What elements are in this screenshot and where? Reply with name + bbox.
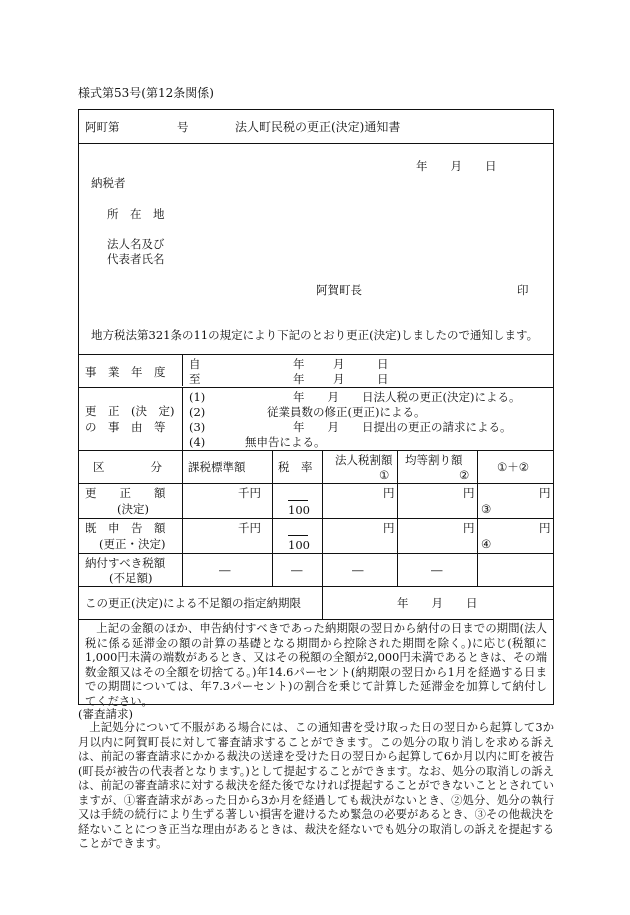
corrected-amount-label: 更 正 額 <box>85 486 166 500</box>
reason-1-text: 年 月 日法人税の更正(決定)による。 <box>293 390 521 404</box>
reason-4-text: 無申告による。 <box>245 435 326 449</box>
deadline-date: 年 月 日 <box>397 596 478 610</box>
equal-levy-marker: ② <box>459 468 470 482</box>
fiscal-year-from: 自 <box>189 357 201 371</box>
reason-3-text: 年 月 日提出の更正の請求による。 <box>293 420 512 434</box>
mayor-name: 阿賀町長 <box>316 283 362 297</box>
reason-label-1: 更 正 (決 定) <box>85 404 175 418</box>
form-number-label: 様式第53号(第12条関係) <box>78 86 214 100</box>
from-year: 年 <box>293 357 305 371</box>
rate-denominator: 100 <box>288 503 310 517</box>
taxpayer-label: 納税者 <box>91 176 126 190</box>
divider <box>79 143 553 144</box>
divider <box>79 586 553 587</box>
marker-4: ④ <box>481 537 492 551</box>
divider <box>322 586 323 619</box>
filed-corp-tax-unit: 円 <box>383 521 395 535</box>
category-header: 区 分 <box>93 460 162 474</box>
reason-1-num: (1) <box>189 390 206 404</box>
from-month: 月 <box>333 357 345 371</box>
tax-base-header: 課税標準額 <box>188 460 246 474</box>
shortfall-base-dash: ― <box>219 563 231 577</box>
filed-base-unit: 千円 <box>238 521 261 535</box>
divider <box>79 483 553 484</box>
divider <box>79 553 553 554</box>
divider <box>79 450 553 451</box>
document-number: 阿町第 号 <box>85 120 189 134</box>
to-day: 日 <box>377 372 389 386</box>
reason-2-num: (2) <box>189 405 206 419</box>
fiscal-year-label: 事 業 年 度 <box>85 365 166 379</box>
filed-amount-sublabel: (更正・決定) <box>99 537 166 551</box>
seal-mark: 印 <box>517 283 529 297</box>
reason-2-text: 従業員数の修正(更正)による。 <box>267 405 426 419</box>
shortfall-corp-dash: ― <box>352 563 364 577</box>
corrected-amount-sublabel: (決定) <box>117 502 149 516</box>
divider <box>182 354 183 386</box>
equal-levy-header: 均等割り額 <box>405 453 463 467</box>
filed-equal-levy-unit: 円 <box>463 521 475 535</box>
total-header: ①＋② <box>497 460 530 474</box>
reason-4-num: (4) <box>189 435 206 449</box>
shortfall-sublabel: (不足額) <box>109 571 153 585</box>
to-month: 月 <box>333 372 345 386</box>
corp-name-label: 法人名及び <box>107 237 165 251</box>
document-title: 法人町民税の更正(決定)通知書 <box>235 120 401 134</box>
shortfall-equal-dash: ― <box>431 563 443 577</box>
filed-amount-label: 既 申 告 額 <box>85 521 166 535</box>
marker-3: ③ <box>481 502 492 516</box>
reason-3-num: (3) <box>189 420 206 434</box>
late-fee-note: 上記の金額のほか、申告納付すべきであった納期限の翌日から納付の日までの期間(法人税に係る延滞金の額の計算の基礎となる期間から控除された期間を除く。)に応じ(税額に1,000円未満の端数があるとき、又はその税額の全額が2,000円未満であるときは、その端数金額又はその全額を切捨てる。)年14.6パーセント(納期限の翌日から1月を経過する日までの期間については、年7.3パーセント)の割合を乗じて計算した延滞金を加算して納付してください。 <box>85 622 547 708</box>
divider <box>79 619 553 620</box>
filed-total-unit: 円 <box>539 521 551 535</box>
divider <box>182 387 183 450</box>
tax-rate-header: 税 率 <box>278 460 313 474</box>
from-day: 日 <box>377 357 389 371</box>
rate-fraction-bar <box>288 500 308 501</box>
notice-form <box>78 109 554 708</box>
to-year: 年 <box>293 372 305 386</box>
appeal-heading: (審査請求) <box>78 707 133 721</box>
corrected-corp-tax-unit: 円 <box>383 486 395 500</box>
fiscal-year-to: 至 <box>189 372 201 386</box>
corrected-base-unit: 千円 <box>238 486 261 500</box>
shortfall-rate-dash: ― <box>291 563 303 577</box>
address-label: 所 在 地 <box>107 207 165 221</box>
corp-tax-header: 法人税割額 <box>335 453 393 467</box>
issue-date: 年 月 日 <box>416 159 497 173</box>
divider <box>79 387 553 388</box>
reason-label-2: の 事 由 等 <box>85 420 166 434</box>
appeal-body: 上記処分について不服がある場合には、この通知書を受け取った日の翌日から起算して3か月以内に阿賀町長に対して審査請求することができます。この処分の取り消しを求める訴えは、前記の審査請求にかかる裁決の送達を受けた日の翌日から起算して6か月以内に町を被告(町長が被告の代表者となります。)として提起することができます。なお、処分の取消しの訴えは、前記の審査請求に対する裁決を経た後でなければ提起することができないこととされていますが、①審査請求があった日から3か月を経過しても裁決がないとき、②処分、処分の執行又は手続の続行により生ずる著しい損害を避けるため緊急の必要があるとき、③その他裁決を経ないことにつき正当な理由があるときは、裁決を経ないでも処分の取消しの訴えを提起することができます。 <box>78 721 554 850</box>
representative-label: 代表者氏名 <box>107 252 165 266</box>
rate-denominator: 100 <box>288 538 310 552</box>
divider <box>79 518 553 519</box>
divider <box>79 354 553 355</box>
deadline-label: この更正(決定)による不足額の指定納期限 <box>85 596 301 610</box>
shortfall-label: 納付すべき税額 <box>85 556 166 570</box>
notice-statement: 地方税法第321条の11の規定により下記のとおり更正(決定)しましたので通知します。 <box>91 328 539 342</box>
corrected-total-unit: 円 <box>539 486 551 500</box>
rate-fraction-bar <box>288 535 308 536</box>
corp-tax-marker: ① <box>379 468 390 482</box>
corrected-equal-levy-unit: 円 <box>463 486 475 500</box>
